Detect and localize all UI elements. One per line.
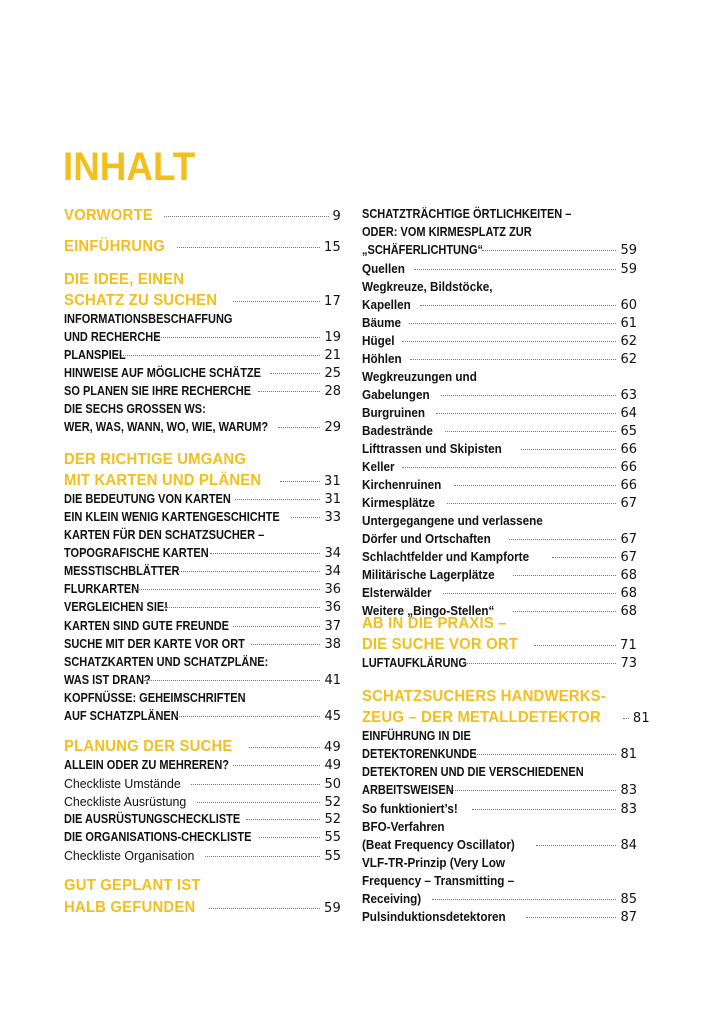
toc-entry-title: AB IN DIE PRAXIS – <box>362 615 507 632</box>
toc-entry <box>64 600 341 615</box>
toc-entry-page: 85 <box>620 892 637 907</box>
toc-entry-title: Gabelungen <box>362 387 430 402</box>
toc-entry-page: 68 <box>620 586 637 601</box>
toc-entry-title: SCHATZ ZU SUCHEN <box>64 292 218 309</box>
toc-entry <box>64 451 341 469</box>
toc-entry-page: 45 <box>324 709 341 724</box>
dotted-leader <box>176 716 320 717</box>
toc-entry-page: 17 <box>324 294 341 309</box>
toc-entry-title: Checkliste Ausrüstung <box>64 794 187 809</box>
dotted-leader <box>233 765 320 766</box>
toc-entry <box>362 441 637 457</box>
toc-entry <box>64 877 341 895</box>
toc-entry-page: 19 <box>324 330 341 345</box>
toc-entry-title: TOPOGRAFISCHE KARTEN <box>64 546 209 560</box>
dotted-leader <box>436 413 616 414</box>
dotted-leader <box>278 427 321 428</box>
toc-entry-page: 59 <box>620 262 637 277</box>
toc-entry <box>64 794 341 810</box>
dotted-leader <box>291 517 320 518</box>
dotted-leader <box>233 301 320 302</box>
dotted-leader <box>420 305 616 306</box>
toc-entry-title: Höhlen <box>362 351 402 366</box>
toc-entry <box>64 292 341 310</box>
dotted-leader <box>259 837 321 838</box>
toc-entry-title: DIE BEDEUTUNG VON KARTEN <box>64 492 231 506</box>
toc-entry <box>362 423 637 439</box>
dotted-leader <box>249 747 320 748</box>
dotted-leader <box>209 908 320 909</box>
toc-entry <box>64 709 341 724</box>
toc-entry-page: 67 <box>620 550 637 565</box>
toc-entry <box>362 709 650 727</box>
page-title: INHALT <box>63 145 196 189</box>
toc-entry <box>64 582 341 597</box>
toc-entry-page: 60 <box>620 298 637 313</box>
toc-entry <box>362 656 637 671</box>
toc-entry <box>64 564 341 579</box>
toc-entry <box>362 891 637 907</box>
toc-entry-title: FLURKARTEN <box>64 582 140 596</box>
toc-entry <box>64 691 341 705</box>
toc-entry-title: WAS IST DRAN? <box>64 673 151 687</box>
dotted-leader <box>177 571 320 572</box>
toc-entry <box>362 873 637 888</box>
toc-entry <box>362 369 637 384</box>
toc-entry-page: 84 <box>620 838 637 853</box>
toc-entry-title: DETEKTORENKUNDE <box>362 747 477 761</box>
toc-entry-title: DETEKTOREN UND DIE VERSCHIEDENEN <box>362 765 584 779</box>
dotted-leader <box>521 449 616 450</box>
toc-entry-title: MIT KARTEN UND PLÄNEN <box>64 472 262 489</box>
toc-entry-page: 9 <box>332 209 341 224</box>
toc-entry <box>64 492 341 507</box>
toc-entry-page: 65 <box>620 424 637 439</box>
toc-entry-page: 62 <box>620 352 637 367</box>
toc-entry-page: 50 <box>324 777 341 792</box>
toc-entry-page: 31 <box>324 474 341 489</box>
dotted-leader <box>191 784 321 785</box>
toc-entry-title: VERGLEICHEN SIE! <box>64 600 168 614</box>
toc-entry <box>362 855 637 870</box>
toc-entry-title: Untergegangene und verlassene <box>362 513 543 528</box>
toc-entry-page: 81 <box>620 747 637 762</box>
toc-entry-page: 83 <box>620 802 637 817</box>
toc-entry <box>362 783 637 798</box>
toc-entry-page: 59 <box>620 243 637 258</box>
dotted-leader <box>448 790 616 791</box>
toc-entry-title: Kirchenruinen <box>362 477 442 492</box>
dotted-leader <box>432 899 617 900</box>
dotted-leader <box>513 611 616 612</box>
toc-entry-page: 67 <box>620 496 637 511</box>
toc-entry <box>362 387 637 403</box>
toc-entry-title: Dörfer und Ortschaften <box>362 531 491 546</box>
toc-entry <box>64 510 341 525</box>
toc-entry-title: Wegkreuze, Bildstöcke, <box>362 279 493 294</box>
toc-entry-page: 62 <box>620 334 637 349</box>
dotted-leader <box>144 680 320 681</box>
dotted-leader <box>410 359 616 360</box>
dotted-leader <box>623 718 629 719</box>
toc-entry-page: 38 <box>324 637 341 652</box>
toc-entry <box>362 801 637 817</box>
dotted-leader <box>447 503 617 504</box>
toc-entry <box>362 819 637 834</box>
dotted-leader <box>454 485 616 486</box>
toc-entry <box>64 528 341 542</box>
toc-entry-page: 25 <box>324 366 341 381</box>
toc-entry <box>362 459 637 475</box>
toc-entry-title: Lifttrassen und Skipisten <box>362 441 502 456</box>
toc-entry-title: ZEUG – DER METALLDETEKTOR <box>362 709 601 726</box>
toc-entry-page: 67 <box>620 532 637 547</box>
toc-entry-page: 34 <box>324 564 341 579</box>
toc-entry <box>362 405 637 421</box>
dotted-leader <box>164 607 321 608</box>
toc-entry-title: DIE ORGANISATIONS-CHECKLISTE <box>64 830 252 844</box>
dotted-leader <box>177 247 320 248</box>
toc-entry <box>362 315 637 331</box>
toc-entry <box>362 495 637 511</box>
toc-entry-title: Bäume <box>362 315 402 330</box>
toc-entry-title: WER, WAS, WANN, WO, WIE, WARUM? <box>64 420 269 434</box>
dotted-leader <box>402 467 616 468</box>
toc-entry-page: 55 <box>324 849 341 864</box>
toc-entry-title: ALLEIN ODER ZU MEHREREN? <box>64 758 229 772</box>
toc-entry <box>362 729 637 743</box>
dotted-leader <box>472 809 616 810</box>
toc-entry-page: 71 <box>620 638 637 653</box>
toc-entry <box>64 207 341 225</box>
toc-entry-title: SUCHE MIT DER KARTE VOR ORT <box>64 637 245 651</box>
dotted-leader <box>414 269 617 270</box>
toc-entry-title: Pulsinduktionsdetektoren <box>362 909 506 924</box>
toc-entry-page: 68 <box>620 568 637 583</box>
toc-entry-title: VORWORTE <box>64 207 153 224</box>
toc-entry-title: Wegkreuzungen und <box>362 369 477 384</box>
toc-entry <box>64 546 341 561</box>
dotted-leader <box>258 391 320 392</box>
toc-entry-page: 61 <box>620 316 637 331</box>
dotted-leader <box>513 575 616 576</box>
toc-entry-page: 41 <box>324 673 341 688</box>
toc-entry <box>64 830 341 845</box>
toc-entry <box>362 747 637 762</box>
toc-entry-title: „SCHÄFERLICHTUNG“ <box>362 243 483 257</box>
toc-entry <box>64 776 341 792</box>
toc-entry-title: Frequency – Transmitting – <box>362 873 515 888</box>
toc-entry <box>64 271 341 289</box>
toc-entry-page: 37 <box>324 619 341 634</box>
toc-entry-page: 15 <box>324 240 341 255</box>
toc-entry-page: 49 <box>324 740 341 755</box>
toc-entry <box>362 477 637 493</box>
toc-entry-title: Kapellen <box>362 297 411 312</box>
toc-entry-title: BFO-Verfahren <box>362 819 445 834</box>
dotted-leader <box>402 341 616 342</box>
toc-entry-title: EINFÜHRUNG IN DIE <box>362 729 471 743</box>
toc-entry <box>64 738 341 756</box>
toc-entry <box>362 351 637 367</box>
toc-entry-page: 33 <box>324 510 341 525</box>
toc-entry-title: KOPFNÜSSE: GEHEIMSCHRIFTEN <box>64 691 246 705</box>
toc-entry <box>64 899 341 917</box>
dotted-leader <box>116 355 320 356</box>
dotted-leader <box>233 626 320 627</box>
toc-entry-page: 31 <box>324 492 341 507</box>
toc-entry-title: DER RICHTIGE UMGANG <box>64 451 247 468</box>
toc-entry-title: GUT GEPLANT IST <box>64 877 201 894</box>
toc-entry-page: 66 <box>620 442 637 457</box>
toc-entry-title: KARTEN SIND GUTE FREUNDE <box>64 619 230 633</box>
dotted-leader <box>552 557 617 558</box>
toc-entry <box>64 673 341 688</box>
toc-entry <box>64 812 341 827</box>
toc-entry-title: DIE AUSRÜSTUNGSCHECKLISTE <box>64 812 241 826</box>
dotted-leader <box>526 917 617 918</box>
toc-entry <box>362 297 637 313</box>
dotted-leader <box>534 645 616 646</box>
toc-entry-page: 28 <box>324 384 341 399</box>
toc-entry <box>362 615 637 633</box>
toc-entry-page: 55 <box>324 830 341 845</box>
toc-entry <box>362 261 637 277</box>
toc-entry <box>362 243 637 258</box>
toc-entry <box>64 330 341 345</box>
dotted-leader <box>251 644 320 645</box>
toc-entry-page: 59 <box>324 901 341 916</box>
toc-entry-title: DIE SECHS GROSSEN WS: <box>64 402 206 416</box>
toc-entry-title: Militärische Lagerplätze <box>362 567 495 582</box>
toc-entry-title: Burgruinen <box>362 405 426 420</box>
toc-entry-page: 34 <box>324 546 341 561</box>
dotted-leader <box>443 593 616 594</box>
toc-entry-title: Badestrände <box>362 423 433 438</box>
toc-entry-title: SCHATZSUCHERS HANDWERKS- <box>362 688 606 705</box>
toc-entry-title: Quellen <box>362 261 405 276</box>
toc-entry-page: 73 <box>620 656 637 671</box>
toc-entry <box>362 333 637 349</box>
toc-entry-title: Weitere „Bingo-Stellen“ <box>362 603 495 618</box>
toc-entry-page: 83 <box>620 783 637 798</box>
toc-entry <box>64 758 341 773</box>
toc-entry-title: Checkliste Organisation <box>64 848 195 863</box>
dotted-leader <box>210 553 320 554</box>
toc-entry-title: SCHATZKARTEN UND SCHATZPLÄNE: <box>64 655 269 669</box>
toc-entry-page: 52 <box>324 812 341 827</box>
toc-entry-title: HINWEISE AUF MÖGLICHE SCHÄTZE <box>64 366 261 380</box>
dotted-leader <box>445 431 617 432</box>
toc-entry <box>362 225 637 239</box>
toc-entry <box>64 420 341 435</box>
toc-entry-title: Hügel <box>362 333 395 348</box>
toc-entry-page: 64 <box>620 406 637 421</box>
toc-entry <box>64 238 341 256</box>
toc-entry <box>64 402 341 416</box>
toc-entry <box>362 636 637 654</box>
toc-entry <box>64 619 341 634</box>
toc-entry-title: AUF SCHATZPLÄNEN <box>64 709 179 723</box>
toc-entry <box>362 531 637 547</box>
toc-entry-title: SCHATZTRÄCHTIGE ÖRTLICHKEITEN – <box>362 207 572 221</box>
toc-entry <box>362 909 637 925</box>
dotted-leader <box>197 802 321 803</box>
toc-entry-title: (Beat Frequency Oscillator) <box>362 837 515 852</box>
toc-entry <box>64 637 341 652</box>
toc-entry <box>64 655 341 669</box>
toc-entry <box>64 384 341 399</box>
toc-entry-title: LUFTAUFKLÄRUNG <box>362 656 467 670</box>
toc-entry-title: EIN KLEIN WENIG KARTENGESCHICHTE <box>64 510 280 524</box>
dotted-leader <box>474 754 616 755</box>
toc-entry <box>362 585 637 601</box>
toc-entry-page: 66 <box>620 460 637 475</box>
toc-entry <box>362 207 637 221</box>
toc-entry <box>64 348 341 363</box>
toc-entry <box>64 366 341 381</box>
toc-entry-title: PLANUNG DER SUCHE <box>64 738 233 755</box>
toc-entry-page: 81 <box>632 711 650 726</box>
toc-entry-title: VLF-TR-Prinzip (Very Low <box>362 855 506 870</box>
toc-entry-page: 29 <box>324 420 341 435</box>
toc-entry <box>362 513 637 528</box>
dotted-leader <box>441 395 616 396</box>
toc-entry-title: Checkliste Umstände <box>64 776 181 791</box>
dotted-leader <box>205 856 320 857</box>
toc-entry-title: INFORMATIONSBESCHAFFUNG <box>64 312 233 326</box>
toc-entry-page: 63 <box>620 388 637 403</box>
toc-entry <box>362 765 637 779</box>
dotted-leader <box>131 589 320 590</box>
dotted-leader <box>246 819 320 820</box>
toc-entry-title: Elsterwälder <box>362 585 432 600</box>
toc-entry-title: KARTEN FÜR DEN SCHATZSUCHER – <box>64 528 265 542</box>
dotted-leader <box>164 216 329 217</box>
toc-entry <box>64 472 341 490</box>
toc-entry-page: 36 <box>324 600 341 615</box>
toc-entry <box>362 688 637 706</box>
toc-entry <box>362 837 637 853</box>
toc-entry-title: Receiving) <box>362 891 422 906</box>
toc-entry <box>64 312 341 326</box>
toc-entry-page: 68 <box>620 604 637 619</box>
toc-entry-title: DIE IDEE, EINEN <box>64 271 185 288</box>
toc-entry-title: So funktioniert’s! <box>362 801 458 816</box>
dotted-leader <box>482 250 617 251</box>
toc-entry <box>362 279 637 294</box>
toc-entry-title: EINFÜHRUNG <box>64 238 166 255</box>
toc-entry-title: Keller <box>362 459 395 474</box>
toc-entry-page: 21 <box>324 348 341 363</box>
dotted-leader <box>270 373 321 374</box>
dotted-leader <box>235 499 320 500</box>
toc-entry-title: Schlachtfelder und Kampforte <box>362 549 530 564</box>
toc-entry-title: Kirmesplätze <box>362 495 435 510</box>
dotted-leader <box>463 663 616 664</box>
toc-entry-title: ODER: VOM KIRMESPLATZ ZUR <box>362 225 532 239</box>
dotted-leader <box>509 539 616 540</box>
dotted-leader <box>536 845 617 846</box>
toc-entry-title: ARBEITSWEISEN <box>362 783 454 797</box>
dotted-leader <box>409 323 616 324</box>
toc-entry-page: 49 <box>324 758 341 773</box>
toc-entry-title: HALB GEFUNDEN <box>64 899 196 916</box>
dotted-leader <box>280 481 320 482</box>
dotted-leader <box>156 337 321 338</box>
toc-entry <box>362 549 637 565</box>
toc-entry-title: DIE SUCHE VOR ORT <box>362 636 519 653</box>
toc-entry-title: SO PLANEN SIE IHRE RECHERCHE <box>64 384 252 398</box>
toc-entry-title: UND RECHERCHE <box>64 330 161 344</box>
toc-entry-page: 36 <box>324 582 341 597</box>
toc-entry-page: 52 <box>324 795 341 810</box>
toc-entry-title: PLANSPIEL <box>64 348 126 362</box>
toc-entry-page: 87 <box>620 910 637 925</box>
toc-entry <box>64 848 341 864</box>
toc-entry-page: 66 <box>620 478 637 493</box>
toc-entry <box>362 567 637 583</box>
toc-entry-title: MESSTISCHBLÄTTER <box>64 564 180 578</box>
